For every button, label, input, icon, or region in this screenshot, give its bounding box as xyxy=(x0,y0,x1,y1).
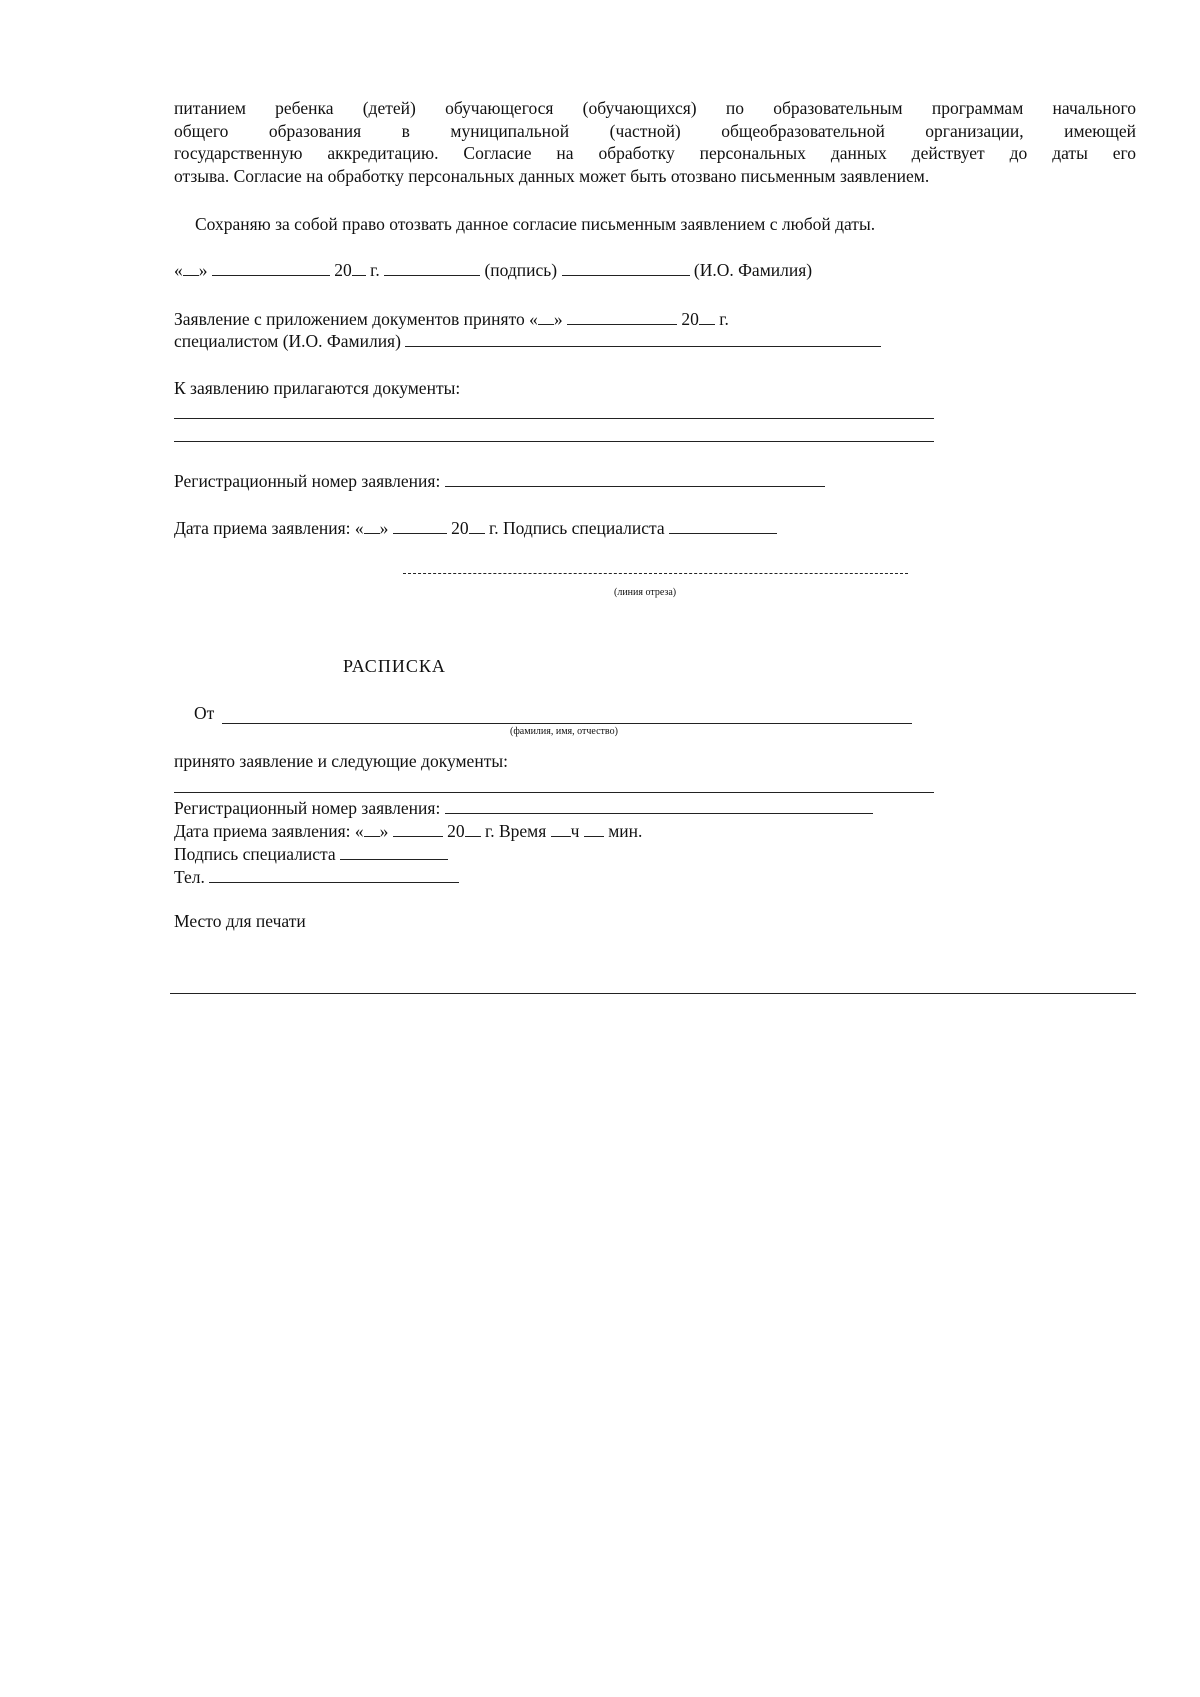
open-quote: « xyxy=(174,260,183,280)
receipt-from-blank[interactable] xyxy=(222,723,912,724)
receipt-from-label: От xyxy=(194,703,215,723)
name-blank[interactable] xyxy=(562,259,690,276)
receipt-accepted-docs: принято заявление и следующие документы: xyxy=(174,751,508,771)
specialist-label: специалистом (И.О. Фамилия) xyxy=(174,331,401,351)
bottom-rule xyxy=(170,993,1136,994)
receipt-minutes-label: мин. xyxy=(608,821,643,841)
accepted-day-blank[interactable] xyxy=(538,308,554,325)
receipt-reg-blank[interactable] xyxy=(445,797,873,814)
name-caption: (И.О. Фамилия) xyxy=(693,260,813,280)
year-blank[interactable] xyxy=(352,259,366,276)
receive-day-blank[interactable] xyxy=(364,517,380,534)
receipt-date-label: Дата приема заявления: « xyxy=(174,821,364,841)
reg-number-row xyxy=(174,470,825,492)
receive-year-blank[interactable] xyxy=(469,517,485,534)
accepted-year: 20 xyxy=(681,309,699,329)
receipt-year: 20 xyxy=(447,821,465,841)
receipt-docs-blank[interactable] xyxy=(174,792,934,793)
receipt-signature-label: Подпись специалиста xyxy=(174,844,336,864)
cut-line-caption: (линия отреза) xyxy=(614,587,677,598)
receive-suffix: г. Подпись специалиста xyxy=(489,518,665,538)
signature-row xyxy=(174,259,812,281)
month-blank[interactable] xyxy=(212,259,330,276)
receipt-month-blank[interactable] xyxy=(393,820,443,837)
consent-line: питанием ребенка (детей) обучающегося (обучающихся) по образовательным программам начального xyxy=(174,98,1136,118)
cut-line xyxy=(403,573,908,574)
accepted-month-blank[interactable] xyxy=(567,308,677,325)
receive-year: 20 xyxy=(451,518,469,538)
receipt-title: РАСПИСКА xyxy=(343,656,446,676)
signature-caption: (подпись) xyxy=(484,260,558,280)
receive-month-blank[interactable] xyxy=(393,517,447,534)
specialist-name-blank[interactable] xyxy=(405,330,881,347)
receipt-hours-blank[interactable] xyxy=(551,820,571,837)
receipt-from-caption: (фамилия, имя, отчество) xyxy=(510,726,618,737)
receipt-signature-row xyxy=(174,843,448,865)
receipt-time-label: г. Время xyxy=(485,821,547,841)
close-quote: » xyxy=(379,821,389,841)
consent-line: отзыва. Согласие на обработку персональных данных может быть отозвано письменным заявлением. xyxy=(174,165,930,186)
receipt-year-blank[interactable] xyxy=(465,820,481,837)
receipt-day-blank[interactable] xyxy=(364,820,380,837)
specialist-line xyxy=(174,330,881,352)
consent-line: государственную аккредитацию. Согласие на обработку персональных данных действует до даты его xyxy=(174,143,1136,163)
year-prefix: 20 xyxy=(334,260,352,280)
attached-docs-line-1[interactable] xyxy=(174,418,934,419)
accepted-text: Заявление с приложением документов принято « xyxy=(174,309,538,329)
receipt-reg-label: Регистрационный номер заявления: xyxy=(174,798,441,818)
specialist-signature-blank[interactable] xyxy=(669,517,777,534)
day-blank[interactable] xyxy=(183,259,199,276)
consent-line: общего образования в муниципальной (частной) общеобразовательной организации, имеющей xyxy=(174,120,1136,141)
receive-date-label: Дата приема заявления: « xyxy=(174,518,364,538)
receipt-minutes-blank[interactable] xyxy=(584,820,604,837)
signature-blank[interactable] xyxy=(384,259,480,276)
attached-docs-line-2[interactable] xyxy=(174,441,934,442)
receipt-phone-label: Тел. xyxy=(174,867,205,887)
accepted-line xyxy=(174,308,729,330)
stamp-place-label: Место для печати xyxy=(174,911,306,931)
close-quote: » xyxy=(198,260,208,280)
receipt-phone-row xyxy=(174,866,459,888)
accepted-year-suffix: г. xyxy=(719,309,729,329)
receipt-reg-row xyxy=(174,797,873,819)
receipt-signature-blank[interactable] xyxy=(340,843,448,860)
revoke-right-text: Сохраняю за собой право отозвать данное согласие письменным заявлением с любой даты. xyxy=(195,214,876,234)
consent-paragraph xyxy=(174,97,1136,187)
close-quote: » xyxy=(553,309,563,329)
year-suffix: г. xyxy=(370,260,380,280)
reg-number-blank[interactable] xyxy=(445,470,825,487)
close-quote: » xyxy=(379,518,389,538)
accepted-year-blank[interactable] xyxy=(699,308,715,325)
receipt-date-row xyxy=(174,820,642,842)
receipt-phone-blank[interactable] xyxy=(209,866,459,883)
receive-date-row xyxy=(174,517,777,539)
receipt-hours-label: ч xyxy=(570,821,580,841)
reg-number-label: Регистрационный номер заявления: xyxy=(174,471,441,491)
attached-docs-label: К заявлению прилагаются документы: xyxy=(174,378,461,398)
